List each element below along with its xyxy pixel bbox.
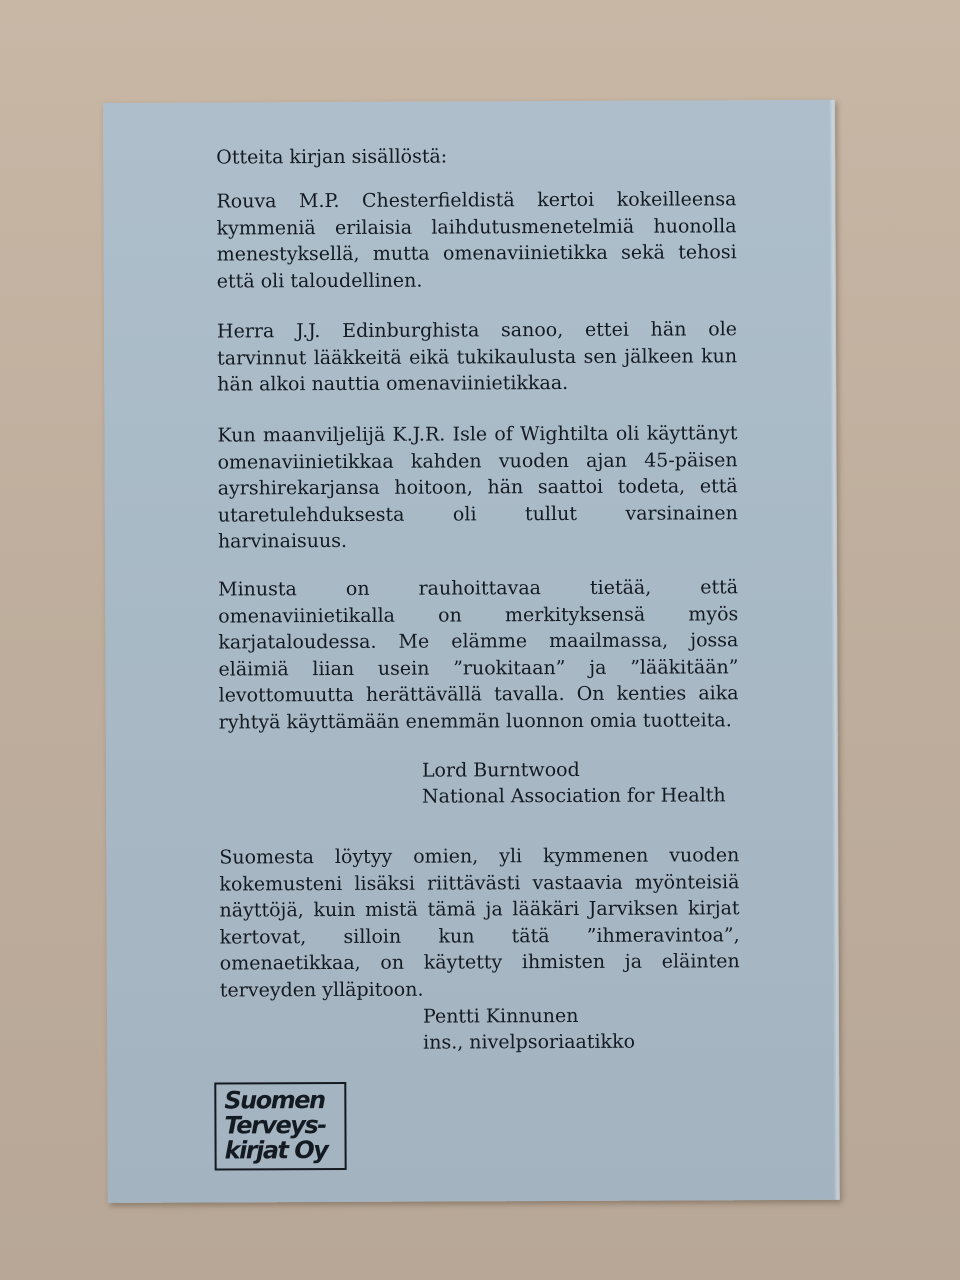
excerpt-paragraph-4: Minusta on rauhoittavaa tietää, että omenaviinietikalla on merkityksensä myös karjataloudessa. Me elämme maailmassa, jossa eläimiä liian usein ”ruokitaan” ja ”lääkitään” levottomuutta herättävällä tavalla. On kenties aika ryhtyä käyttämään enemmän luonnon omia tuotteita. (218, 576, 739, 734)
signature-1-affiliation: National Association for Health (421, 784, 726, 808)
signature-2-name: Pentti Kinnunen (422, 1004, 579, 1028)
closing-block (219, 842, 740, 1003)
excerpt-1-block (216, 186, 736, 294)
book-back-cover (103, 100, 840, 1203)
excerpt-4-block (218, 574, 739, 735)
publisher-logo-line-2: Terveys- (224, 1111, 326, 1140)
excerpt-paragraph-2: Herra J.J. Edinburghista sanoo, ettei hän ole tarvinnut lääkkeitä eikä tukikaulusta sen jälkeen kun hän alkoi nauttia omenaviinietikkaa. (216, 318, 738, 396)
excerpts-heading: Otteita kirjan sisällöstä: (216, 145, 448, 169)
book-edge (829, 100, 840, 1200)
signature-2-title: ins., nivelpsoriaatikko (423, 1030, 636, 1054)
excerpts-heading-block (216, 142, 736, 171)
excerpt-paragraph-1: Rouva M.P. Chesterfieldistä kertoi kokeilleensa kymmeniä erilaisia laihdutusmenetelmiä huonolla menestyksellä, mutta omenaviinietikka sekä tehosi että oli taloudellinen. (216, 188, 737, 293)
excerpt-paragraph-3: Kun maanviljelijä K.J.R. Isle of Wightilta oli käyttänyt omenaviinietikkaa kahden vuoden ajan 45-päisen ayrshirekarjansa hoitoon, hän saattoi todeta, että utaretulehduksesta oli tullut varsinainen harvinaisuus. (217, 422, 738, 553)
signature-lord-burntwood (422, 756, 726, 809)
publisher-logo (214, 1082, 346, 1171)
excerpt-2-block (217, 316, 737, 398)
publisher-logo-line-3: kirjat Oy (224, 1136, 328, 1165)
signature-1-name: Lord Burntwood (421, 758, 580, 782)
publisher-logo-line-1: Suomen (224, 1086, 325, 1115)
excerpt-3-block (217, 420, 738, 555)
signature-pentti-kinnunen (423, 1003, 635, 1056)
closing-paragraph: Suomesta löytyy omien, yli kymmenen vuoden kokemusteni lisäksi riittävästi vastaavia myönteisiä näyttöjä, kuin mistä tämä ja lääkäri Jarviksen kirjat kertovat, silloin kun tätä ”ihmeravintoa”, omenaetikkaa, on käytetty ihmisten ja eläinten terveyden ylläpitoon. (219, 844, 740, 1001)
